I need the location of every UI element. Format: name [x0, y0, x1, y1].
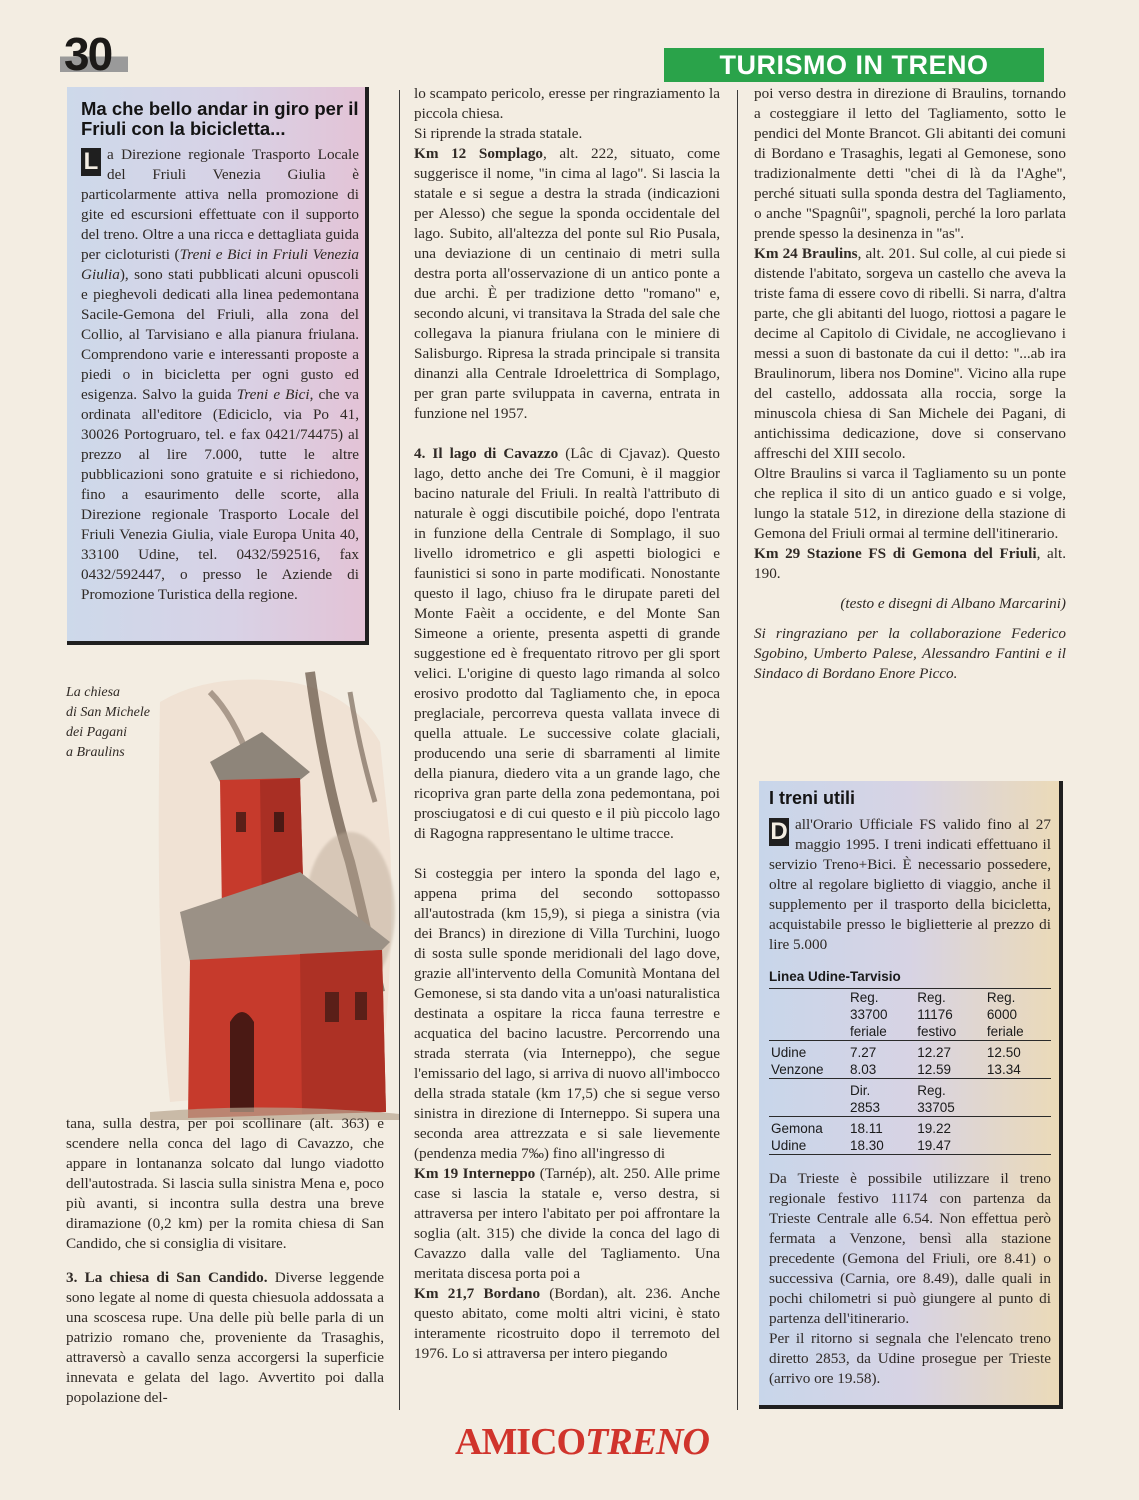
paragraph: Si riprende la strada statale. — [414, 125, 583, 142]
author-credit: (testo e disegni di Albano Marcarini) — [840, 595, 1066, 612]
trains-box — [759, 781, 1063, 1409]
paragraph: Km 19 Interneppo (Tarnép), alt. 250. Alle prime case si lascia la statale e, verso destra, si attraversa per intero l'abitato per poi affrontare la soglia (alt. 315) che divide la conca del lago di Cavazzo dalla valle del Tagliamento. Una meritata discesa porta poi a — [414, 1165, 720, 1282]
column-divider — [737, 90, 738, 1410]
trains-box-intro: D all'Orario Ufficiale FS valido fino al 27 maggio 1995. I treni indicati effettuano il servizio Treno+Bici. È necessario possedere, oltre al regolare biglietto di viaggio, anche il supplemento per il trasporto della bicicletta, acquistabile presso le biglietterie al prezzo di lire 5.000 — [769, 816, 1051, 953]
paragraph: Km 12 Somplago, alt. 222, situato, come suggerisce il nome, ''in cima al lago''. Si lascia la statale e si segue a destra la strada (indicazioni per Alesso) che segue la sponda occidentale del lago. Subito, all'altezza del ponte sul Rio Pusala, una deviazione di un centinaio di metri sulla destra porta all'osservazione di un antico ponte a due archi. È per tradizione detto ''romano'' e, secondo alcuni, vi transitava la Strada del sale che collegava la pianura friulana con le miniere di Salisburgo. Ripresa la strada principale si transita dinanzi alla Centrale Idroelettrica di Somplago, per gran parte sviluppata in caverna, entrata in funzione nel 1957. — [414, 145, 720, 422]
paragraph: Km 29 Stazione FS di Gemona del Friuli, alt. 190. — [754, 545, 1066, 582]
acknowledgements: Si ringraziano per la collaborazione Federico Sgobino, Umberto Palese, Alessandro Fantini e il Sindaco di Bordano Enore Picco. — [754, 625, 1066, 682]
paragraph: Km 21,7 Bordano (Bordan), alt. 236. Anche questo abitato, come molti altri vicini, è stato interamente ricostruito dopo il terremoto del 1976. Lo si attraversa per intero piegando — [414, 1285, 720, 1362]
paragraph: 4. Il lago di Cavazzo (Lâc di Cjavaz). Questo lago, detto anche dei Tre Comuni, è il maggior bacino naturale del Friuli. In realtà l'attributo di naturale è oggi discutibile poiché, dopo l'entrata in funzione della Centrale di Somplago, il suo livello idrometrico e gli aspetti biologici e faunistici si sono in parte modificati. Nonostante questo il lago, chiuso fra le dirupate pareti del Monte Faèit a occidente, e del Monte San Simeone a oriente, presenta aspetti di grande suggestione ed è frequentato ritrovo per gli sport velici. L'origine di questo lago rimanda al solco erosivo prodotto dal Tagliamento che, in epoca preglaciale, percorreva questa vallata invece di quella attuale. Le successive colate glaciali, producendo una serie di sbarramenti al limite della pianura, diedero vita a un grande lago, che ricopriva gran parte della zona pedemontana, poi prosciugatosi e di cui questo e il più piccolo lago di Ragogna rappresentano le ultime tracce. — [414, 445, 720, 842]
illustration-caption: La chiesa di San Michele dei Pagani a Braulins — [66, 685, 150, 760]
magazine-logo: AMICOTRENO — [455, 1421, 709, 1463]
column-3 — [754, 84, 1066, 684]
table-row: Venzone 8.03 12.59 13.34 — [771, 1062, 1021, 1077]
paragraph: Per il ritorno si segnala che l'elencato treno diretto 2853, da Udine prosegue per Trieste (arrivo ore 19.58). — [769, 1330, 1051, 1387]
paragraph: poi verso destra in direzione di Braulins, tornando a costeggiare il letto del Tagliamento, sotto le pendici del Monte Brancot. Gli abitanti dei comuni di Bordano e Trasaghis, legati al Gemonese, sono tradizionalmente detti ''chei di là da l'Aghe'', perché situati sulla sponda destra del Tagliamento, o anche ''Spagnûi'', spagnoli, perché la loro parlata prende spesso la desinenza in ''as''. — [754, 85, 1066, 242]
intro-box-text: L a Direzione regionale Trasporto Locale del Friuli Venezia Giulia è particolarmente attiva nella promozione di gite ed escursioni effettuate con il supporto del treno. Oltre a una ricca e dettagliata guida per cicloturisti (Treni e Bici in Friuli Venezia Giulia), sono stati pubblicati alcuni opuscoli e pieghevoli dedicati alla linea pedemontana Sacile-Gemona del Friuli, alla zona del Collio, al Tarvisiano e alla pianura friulana. Comprendono varie e interessanti proposte a piedi o in bicicletta per ogni gusto ed esigenza. Salvo la guida Treni e Bici, che va ordinata all'editore (Ediciclo, via Po 41, 30026 Portogruaro, tel. e fax 0421/74475) al prezzo al lire 7.000, tutte le altre pubblicazioni sono gratuite e si richiedono, fino a esaurimento delle scorte, alla Direzione regionale Trasporto Locale del Friuli Venezia Giulia, viale Europa Unita 40, 33100 Udine, tel. 0432/592516, fax 0432/592447, o presso le Aziende di Promozione Turistica della regione. — [81, 146, 360, 603]
section-heading: 4. Il lago di Cavazzo — [414, 445, 559, 462]
timetable-title: Linea Udine-Tarvisio — [769, 969, 901, 984]
paragraph: Oltre Braulins si varca il Tagliamento su un ponte che replica il sito di un antico guado e si volge, lungo la statale 512, in direzione della stazione di Gemona del Friuli ormai al termine dell'itinerario. — [754, 465, 1066, 542]
table-row: Udine 18.30 19.47 — [771, 1138, 952, 1153]
page-number: 30 — [60, 30, 128, 78]
column-divider — [399, 90, 400, 1410]
dropcap-letter: L — [81, 148, 101, 176]
intro-box — [67, 87, 369, 645]
section-heading: 3. La chiesa di San Candido. — [66, 1269, 268, 1286]
column-2 — [414, 84, 720, 1364]
paragraph: Da Trieste è possibile utilizzare il treno regionale festivo 11174 con partenza da Trieste Centrale alle 6.54. Non effettua però fermata a Venzone, bensì alla stazione precedente (Gemona del Friuli, ore 8.41) o successiva (Carnia, ore 8.49), dalle quali in pochi chilometri si può giungere al punto di partenza dell'itinerario. — [769, 1170, 1051, 1327]
paragraph: Si costeggia per intero la sponda del lago e, appena prima del secondo sottopasso all'autostrada (km 15,9), si piega a sinistra (via dei Brancs) in direzione di Villa Turchini, luogo di sosta sulle sponde meridionali del lago dove, grazie all'intervento della Comunità Montana del Gemonese, si sta dando vita a un'oasi naturalistica destinata a ospitare la ricca fauna terrestre e acquatica del bacino lacustre. Percorrendo una strada sterrata (via Interneppo), che segue l'emissario del lago, si arriva di nuovo all'imbocco della strada statale (km 17,5) che si segue verso sinistra in direzione di Interneppo. Si supera una seconda area attrezzata e si sale lievemente (pendenza media 7‰) fino all'ingresso di — [414, 865, 720, 1162]
km-heading: Km 12 Somplago — [414, 145, 544, 162]
paragraph: Km 24 Braulins, alt. 201. Sul colle, al cui piede si distende l'abitato, sorgeva un castello che aveva la triste fama di essere covo di ribelli. Si narra, d'altra parte, che gli abitanti del luogo, riottosi a pagare le decime al Capitolo di Cividale, ne accoglievano i messi a suon di bastonate da cui il detto: ''...ab ira Braulinorum, libera nos Domine''. Vicino alla rupe del castello, addossata alla roccia, sorge la minuscola chiesa di San Michele dei Pagani, di antichissima dedicazione, dove si conservano affreschi del XIII secolo. — [754, 245, 1066, 462]
table-row: Gemona 18.11 19.22 — [769, 1117, 1051, 1138]
paragraph: lo scampato pericolo, eresse per ringraziamento la piccola chiesa. — [414, 85, 720, 122]
trains-box-title: I treni utili — [769, 788, 856, 808]
paragraph: 3. La chiesa di San Candido. Diverse leggende sono legate al nome di questa chiesuola addossata a una scoscesa rupe. Una delle più belle parla di un patrizio romano che, proveniente da Trasaghis, attraversò a cavallo senza accorgersi la superficie innevata e gelata del lago. Avvertito poi dalla popolazione del- — [66, 1269, 384, 1406]
table-row: Udine 7.27 12.27 12.50 — [769, 1041, 1051, 1062]
section-banner: TURISMO IN TRENO — [664, 48, 1044, 82]
km-heading: Km 29 Stazione FS di Gemona del Friuli — [754, 545, 1037, 562]
timetable: Reg. Reg. Reg. 33700 11176 6000 feriale festivo feriale Udine 7.27 12.27 12.50 Venzone 8.03 12.59 13.34 Dir. Reg. 2853 33705 Gemona 18.11 19.22 Udine 18.30 19.47 — [769, 988, 1051, 1157]
km-heading: Km 24 Braulins — [754, 245, 858, 262]
intro-box-title: Ma che bello andar in giro per il Friuli con la bicicletta... — [81, 98, 359, 139]
paragraph: tana, sulla destra, per poi scollinare (alt. 363) e scendere nella conca del lago di Cavazzo, che appare in lontananza solcato dal lungo viadotto dell'autostrada. Si lascia sulla sinistra Mena e, poco più avanti, si incontra sulla destra una breve diramazione (0,2 km) per la romita chiesa di San Candido, che si consiglia di visitare. — [66, 1115, 384, 1252]
km-heading: Km 21,7 Bordano — [414, 1285, 541, 1302]
church-watercolor-icon — [150, 662, 400, 1120]
column-1-bottom — [66, 1114, 384, 1408]
km-heading: Km 19 Interneppo — [414, 1165, 536, 1182]
dropcap-letter: D — [770, 818, 788, 845]
